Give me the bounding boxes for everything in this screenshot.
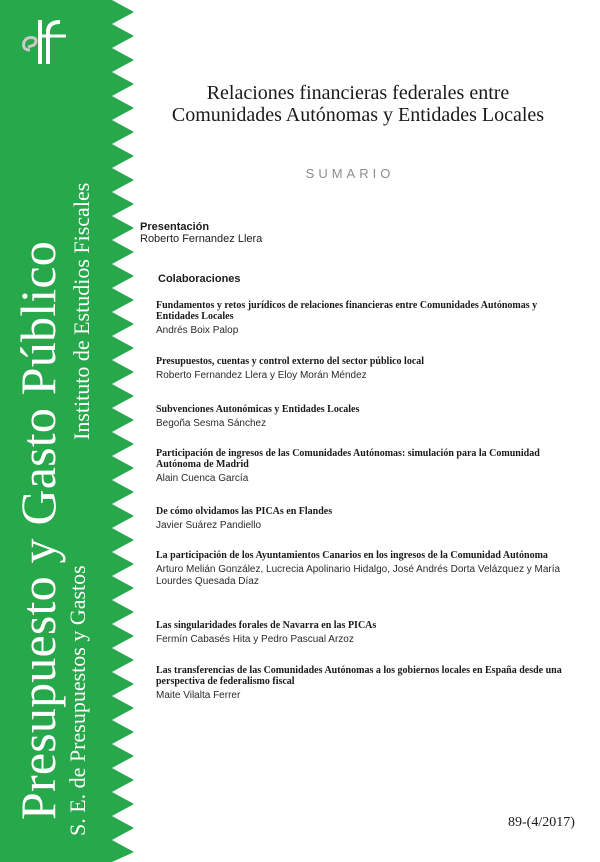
presentation-section <box>140 221 440 245</box>
article-entry <box>156 620 574 646</box>
collaborations-heading: Colaboraciones <box>158 273 241 285</box>
article-entry <box>156 356 574 382</box>
presentation-author: Roberto Fernandez Llera <box>140 233 263 245</box>
article-authors: Begoña Sesma Sánchez <box>156 418 267 429</box>
article-entry <box>156 506 574 532</box>
article-entry <box>156 550 574 588</box>
article-title: De cómo olvidamos las PICAs en Flandes <box>156 506 333 517</box>
article-authors: Andrés Boix Palop <box>156 325 239 336</box>
institute-name-vertical: Instituto de Estudios Fiscales <box>69 182 94 440</box>
presentation-heading: Presentación <box>140 221 210 233</box>
article-title: Las singularidades forales de Navarra en las PICAs <box>156 620 377 631</box>
issue-title-line-1: Relaciones financieras federales entre <box>206 82 510 104</box>
summary-heading: SUMARIO <box>305 166 395 181</box>
article-authors: Alain Cuenca García <box>156 473 249 484</box>
article-authors: Arturo Melián González, Lucrecia Apolinario Hidalgo, José Andrés Dorta Velázquez y María Lourdes Quesada Díaz <box>156 564 561 587</box>
issue-number: 89-(4/2017) <box>508 815 575 830</box>
article-title: Las transferencias de las Comunidades Autónomas a los gobiernos locales en España desde una perspectiva de federalismo fiscal <box>156 665 562 687</box>
article-entry <box>156 448 574 485</box>
article-authors: Javier Suárez Pandiello <box>156 520 262 531</box>
article-authors: Maite Vilalta Ferrer <box>156 690 241 701</box>
article-title: La participación de los Ayuntamientos Canarios en los ingresos de la Comunidad Autónoma <box>156 550 548 561</box>
article-authors: Roberto Fernandez Llera y Eloy Morán Méndez <box>156 370 367 381</box>
article-title: Subvenciones Autonómicas y Entidades Locales <box>156 404 360 415</box>
article-entry <box>156 665 574 702</box>
journal-title-vertical: Presupuesto y Gasto Público <box>10 241 66 820</box>
issue-title-line-2: Comunidades Autónomas y Entidades Locales <box>171 104 545 126</box>
article-authors: Fermín Cabasés Hita y Pedro Pascual Arzoz <box>156 634 354 645</box>
article-title: Presupuestos, cuentas y control externo del sector público local <box>156 356 425 367</box>
article-entry <box>156 300 574 337</box>
issue-title <box>168 82 548 126</box>
article-title: Participación de ingresos de las Comunidades Autónomas: simulación para la Comunidad Autónoma de Madrid <box>156 448 540 470</box>
article-title: Fundamentos y retos jurídicos de relaciones financieras entre Comunidades Autónomas y Entidades Locales <box>156 300 538 322</box>
ministry-name-vertical: S. E. de Presupuestos y Gastos <box>65 565 90 836</box>
article-entry <box>156 404 574 430</box>
